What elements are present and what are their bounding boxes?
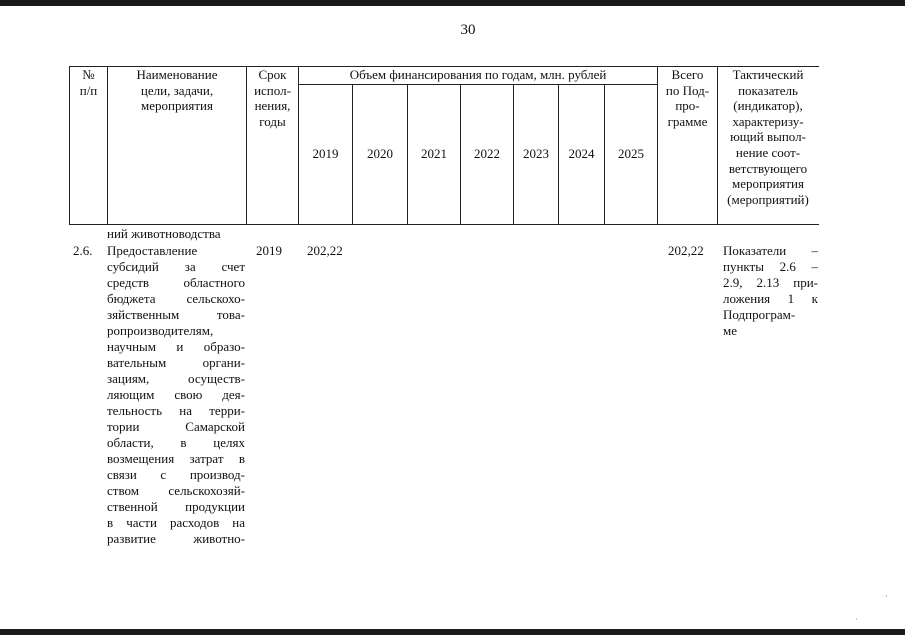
- header-funding: Объем финансирования по годам, млн. рублей: [349, 67, 607, 82]
- scan-speck: ·: [855, 615, 858, 624]
- header-name: Наименование цели, задачи, мероприятия: [136, 67, 218, 114]
- row-continuation-text: ний животноводства: [107, 226, 221, 241]
- header-number: № п/п: [79, 67, 98, 98]
- header-term: Срок испол- нения, годы: [254, 67, 291, 129]
- header-year-2021: 2021: [421, 146, 447, 161]
- page-number: 30: [460, 22, 476, 38]
- header-year-2022: 2022: [474, 146, 500, 161]
- row-total: 202,22: [668, 243, 704, 258]
- header-year-2023: 2023: [523, 146, 549, 161]
- grid-line: [298, 84, 657, 85]
- header-year-2024: 2024: [568, 146, 595, 161]
- row-value-2019: 202,22: [307, 243, 343, 258]
- row-term: 2019: [256, 243, 282, 258]
- bottom-rule: [0, 629, 905, 635]
- top-rule: [0, 0, 905, 6]
- row-name: Предоставление субсидий за счет средств областного бюджета сельскохо- зяйственным това- ропроизводителям, научным и образо- вательным органи- зациям, осуществ- ляющим свою дея- тельность на терри- тории Самарской области, в целях возмещения затрат в связи с производ- ством сельскохозяй- ственной продукции в части расходов на развитие животно-: [107, 243, 245, 546]
- header-year-2020: 2020: [367, 146, 393, 161]
- header-indicator: Тактический показатель (индикатор), характеризу- ющий выпол- нение соот- ветствующего мероприятия (мероприятий): [727, 67, 809, 207]
- header-year-2019: 2019: [312, 146, 339, 161]
- row-number: 2.6.: [73, 243, 93, 258]
- row-indicator: Показатели – пункты 2.6 – 2.9, 2.13 при- ложения 1 к Подпрограм- ме: [723, 243, 818, 338]
- scan-speck: ·: [885, 592, 888, 601]
- header-total: Всего по Под- про- грамме: [665, 67, 710, 129]
- header-year-2025: 2025: [618, 146, 644, 161]
